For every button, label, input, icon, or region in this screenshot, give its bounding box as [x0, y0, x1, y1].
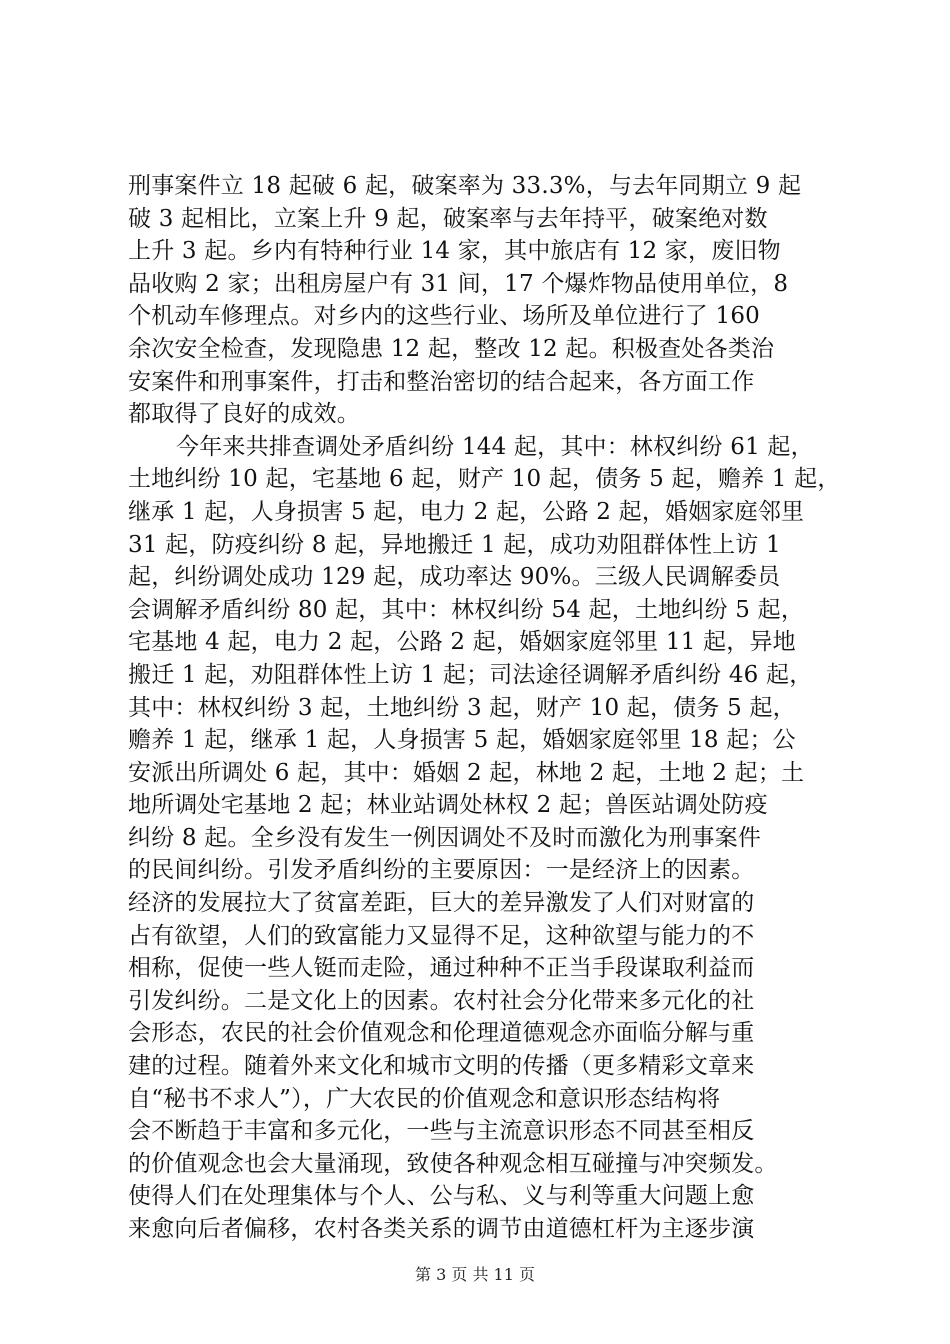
text-line: 自“秘书不求人”），广大农民的价值观念和意识形态结构将	[128, 1085, 721, 1112]
text-line: 搬迁 1 起，劝阻群体性上访 1 起；司法途径调解矛盾纠纷 46 起，	[128, 661, 813, 688]
text-line: 品收购 2 家；出租房屋户有 31 间，17 个爆炸物品使用单位，8	[128, 270, 789, 297]
text-line: 会形态，农民的社会价值观念和伦理道德观念亦面临分解与重	[128, 1020, 755, 1047]
page-number-footer: 第 3 页 共 11 页	[415, 1265, 535, 1284]
text-line: 地所调处宅基地 2 起；林业站调处林权 2 起；兽医站调处防疫	[128, 792, 768, 819]
text-line: 使得人们在处理集体与个人、公与私、义与利等重大问题上愈	[128, 1183, 755, 1210]
paragraph-first-line: 今年来共排查调处矛盾纠纷 144 起，其中：林权纠纷 61 起，	[176, 433, 814, 460]
text-line: 引发纠纷。二是文化上的因素。农村社会分化带来多元化的社	[128, 987, 755, 1014]
text-line: 土地纠纷 10 起，宅基地 6 起，财产 10 起，债务 5 起，赡养 1 起，	[128, 466, 841, 493]
text-line: 都取得了良好的成效。	[128, 401, 360, 428]
text-line: 的价值观念也会大量涌现，致使各种观念相互碰撞与冲突频发。	[128, 1150, 778, 1177]
text-line: 纠纷 8 起。全乡没有发生一例因调处不及时而激化为刑事案件	[128, 824, 762, 851]
text-line: 安案件和刑事案件，打击和整治密切的结合起来，各方面工作	[128, 368, 755, 395]
text-line: 个机动车修理点。对乡内的这些行业、场所及单位进行了 160	[128, 303, 761, 330]
text-line: 继承 1 起，人身损害 5 起，电力 2 起，公路 2 起，婚姻家庭邻里	[128, 498, 805, 525]
text-line: 起，纠纷调处成功 129 起，成功率达 90%。三级人民调解委员	[128, 564, 781, 591]
text-line: 破 3 起相比，立案上升 9 起，破案率与去年持平，破案绝对数	[128, 205, 768, 232]
text-line: 上升 3 起。乡内有特种行业 14 家，其中旅店有 12 家，废旧物	[128, 238, 781, 265]
text-line: 余次安全检查，发现隐患 12 起，整改 12 起。积极查处各类治	[128, 335, 775, 362]
text-line: 刑事案件立 18 起破 6 起，破案率为 33.3%，与去年同期立 9 起	[128, 173, 802, 199]
text-line: 经济的发展拉大了贫富差距，巨大的差异激发了人们对财富的	[128, 890, 755, 917]
text-line: 31 起，防疫纠纷 8 起，异地搬迁 1 起，成功劝阻群体性上访 1	[128, 531, 781, 558]
text-line: 赡养 1 起，继承 1 起，人身损害 5 起，婚姻家庭邻里 18 起；公	[128, 727, 796, 754]
text-line: 来愈向后者偏移，农村各类关系的调节由道德杠杆为主逐步演	[128, 1216, 755, 1242]
text-line: 会不断趋于丰富和多元化，一些与主流意识形态不同甚至相反	[128, 1118, 755, 1145]
text-line: 的民间纠纷。引发矛盾纠纷的主要原因：一是经济上的因素。	[128, 857, 755, 884]
text-line: 占有欲望，人们的致富能力又显得不足，这种欲望与能力的不	[128, 922, 755, 949]
text-line: 安派出所调处 6 起，其中：婚姻 2 起，林地 2 起，土地 2 起；土	[128, 759, 805, 786]
text-line: 其中：林权纠纷 3 起，土地纠纷 3 起，财产 10 起，债务 5 起，	[128, 694, 796, 721]
text-line: 相称，促使一些人铤而走险，通过种种不正当手段谋取利益而	[128, 955, 755, 982]
text-line: 会调解矛盾纠纷 80 起，其中：林权纠纷 54 起，土地纠纷 5 起，	[128, 596, 805, 623]
body-text	[128, 170, 841, 1246]
text-line: 宅基地 4 起，电力 2 起，公路 2 起，婚姻家庭邻里 11 起，异地	[128, 629, 796, 656]
text-line: 建的过程。随着外来文化和城市文明的传播（更多精彩文章来	[128, 1053, 755, 1080]
